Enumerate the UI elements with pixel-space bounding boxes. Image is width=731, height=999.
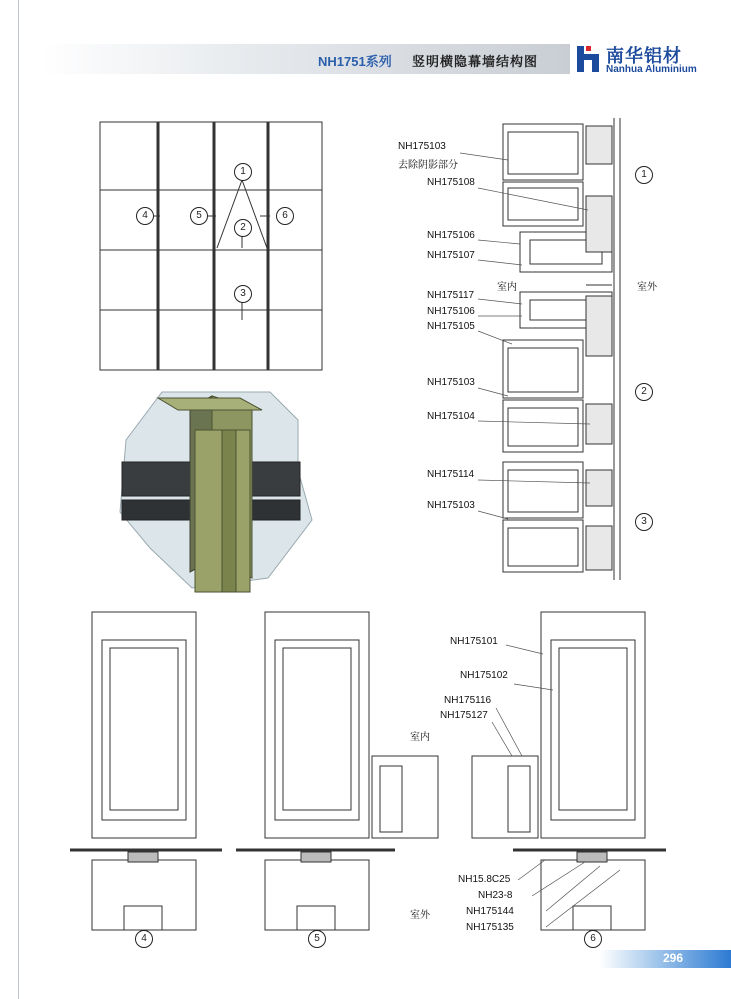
leader-lines-right <box>460 153 590 519</box>
part-label: NH175105 <box>427 321 475 332</box>
part-label: NH175135 <box>466 922 514 933</box>
part-label: NH175144 <box>466 906 514 917</box>
callout-2: 2 <box>635 383 653 401</box>
part-label: NH175117 <box>427 290 475 301</box>
part-label: NH175101 <box>450 636 498 647</box>
part-label: NH175127 <box>440 710 488 721</box>
part-label: NH175102 <box>460 670 508 681</box>
part-note: 去除阴影部分 <box>398 160 458 171</box>
callout-2: 2 <box>234 219 252 237</box>
callout-6: 6 <box>584 930 602 948</box>
part-label: NH175116 <box>444 695 492 706</box>
part-label: NH175103 <box>398 141 446 152</box>
part-label: NH175106 <box>427 306 475 317</box>
horizontal-section-detail <box>70 612 666 932</box>
page-title: 竖明横隐幕墙结构图 <box>412 54 539 69</box>
outdoor-label: 室外 <box>410 910 430 921</box>
elevation-grid <box>100 122 322 370</box>
vertical-section-detail <box>503 118 620 580</box>
leader-lines-bottom <box>492 645 620 927</box>
series-name: NH1751系列 <box>318 54 392 69</box>
isometric-view <box>120 392 312 592</box>
part-label: NH175108 <box>427 177 475 188</box>
part-label: NH175107 <box>427 250 475 261</box>
part-label: NH175114 <box>427 469 475 480</box>
callout-3: 3 <box>635 513 653 531</box>
part-label: NH23-8 <box>478 890 513 901</box>
callout-5: 5 <box>190 207 208 225</box>
indoor-label: 室内 <box>497 282 517 293</box>
callout-1: 1 <box>234 163 252 181</box>
logo-english-name: Nanhua Aluminium <box>606 64 697 75</box>
callout-1: 1 <box>635 166 653 184</box>
callout-4: 4 <box>136 207 154 225</box>
callout-5: 5 <box>308 930 326 948</box>
callout-3: 3 <box>234 285 252 303</box>
callout-6: 6 <box>276 207 294 225</box>
part-label: NH175106 <box>427 230 475 241</box>
part-label: NH175104 <box>427 411 475 422</box>
indoor-label: 室内 <box>410 732 430 743</box>
part-label: NH175103 <box>427 500 475 511</box>
part-label: NH15.8C25 <box>458 874 511 885</box>
callout-4: 4 <box>135 930 153 948</box>
part-label: NH175103 <box>427 377 475 388</box>
page-number: 296 <box>663 951 684 965</box>
logo-chinese-name: 南华铝材 <box>606 46 682 66</box>
outdoor-label: 室外 <box>637 282 657 293</box>
